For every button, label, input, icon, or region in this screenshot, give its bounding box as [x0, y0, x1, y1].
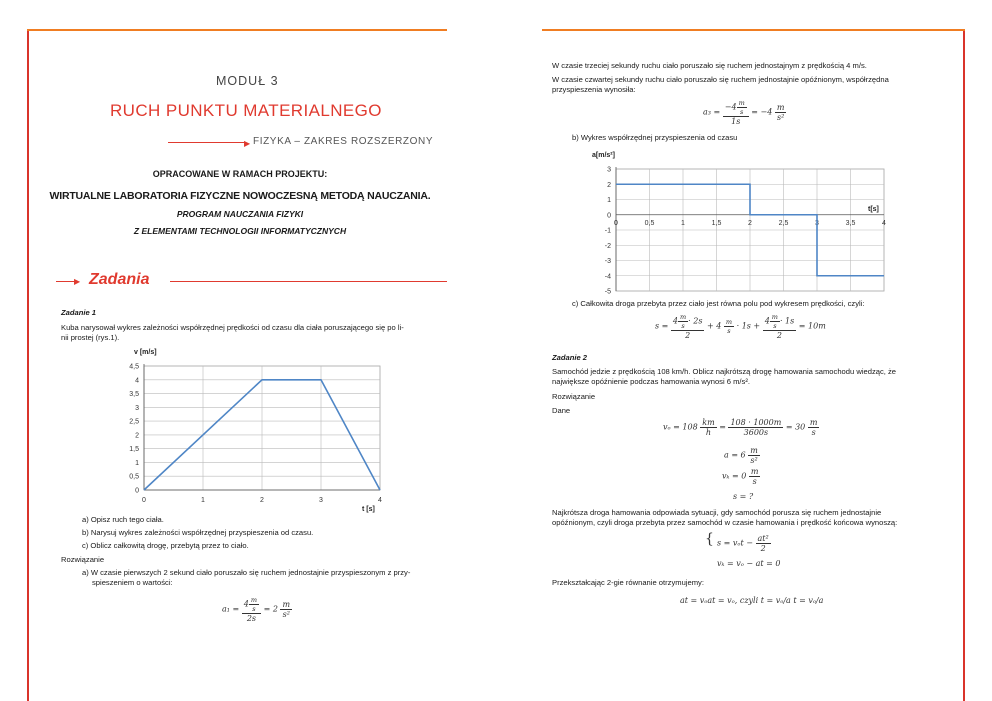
x-tick-label: 1,5: [711, 219, 722, 227]
question-b: b) Narysuj wykres zależności współrzędnej przyspieszenia od czasu.: [82, 528, 314, 537]
task1-text-line1: Kuba narysował wykres zależności współrzędnej prędkości od czasu dla ciała poruszającego się po li-: [61, 323, 404, 332]
y-tick-label: -3: [604, 258, 611, 265]
formula-a3-den: 1s: [731, 117, 741, 126]
y-tick-label: 4: [135, 377, 139, 385]
formula-a1-rhs: = 2: [263, 604, 278, 614]
section-rule-left: [56, 281, 76, 282]
formula-a3-rhs: = −4: [751, 107, 773, 117]
formula-s-t3u: m: [771, 313, 778, 321]
final-formula: at = vₒat = vₒ, czyli t = vₒ/a t = vₒ/a: [680, 596, 824, 605]
given-label: Dane: [552, 406, 571, 415]
part-b-label: b) Wykres współrzędnej przyspieszenia od czasu: [572, 133, 738, 142]
project-name: WIRTUALNE LABORATORIA FIZYCZNE NOWOCZESNĄ METODĄ NAUCZANIA.: [49, 190, 431, 202]
y-tick-label: 2: [607, 181, 611, 189]
y-tick-label: -4: [604, 273, 611, 281]
section-title: Zadania: [89, 271, 150, 288]
formula-a3-unit: [775, 103, 787, 122]
formula-s-t2u: m: [725, 318, 733, 326]
solution-label: Rozwiązanie: [61, 555, 105, 564]
given-v0: [663, 418, 819, 437]
arrow-icon: ▶: [244, 139, 251, 148]
x-axis-label: t [s]: [362, 506, 375, 513]
y-tick-label: 2: [135, 432, 139, 440]
question-a: a) Opisz ruch tego ciała.: [82, 515, 164, 524]
page-title: RUCH PUNKTU MATERIALNEGO: [110, 101, 382, 120]
left-page: [0, 0, 480, 701]
y-tick-label: 3: [607, 166, 611, 174]
right-top-line: [542, 29, 965, 31]
y-tick-label: 0: [135, 487, 139, 495]
given-v0-ud: s: [811, 428, 816, 437]
y-tick-label: 1,5: [129, 446, 139, 454]
answer-a-line1: a) W czasie pierwszych 2 sekund ciało poruszało się ruchem jednostajnie przyspieszonym z przy-: [82, 568, 411, 577]
formula-s-t1d: s: [681, 322, 685, 330]
formula-s-t3n: 4: [764, 316, 770, 326]
y-axis-label: a[m/s²]: [592, 152, 615, 159]
velocity-chart: [108, 344, 398, 516]
acceleration-chart: [574, 145, 896, 297]
text-line3: przyspieszenia wynosiła:: [552, 85, 636, 94]
given-vk-un: m: [750, 467, 759, 476]
task1-title: Zadanie 1: [61, 308, 97, 317]
left-top-line: [27, 29, 447, 31]
formula-s-t1u: m: [680, 313, 687, 321]
task2-solution-label: Rozwiązanie: [552, 392, 596, 401]
y-tick-label: 2,5: [129, 418, 139, 426]
given-v0-frac2: [728, 418, 783, 437]
y-tick-label: 0,5: [129, 473, 139, 481]
formula-s-t3den: 2: [776, 331, 782, 340]
y-tick-label: 1: [135, 459, 139, 467]
formula-s-term1: [671, 313, 705, 340]
x-tick-label: 1: [201, 497, 205, 504]
formula-s-t3d: s: [773, 322, 777, 330]
given-v0-un: m: [809, 418, 818, 427]
formula-s-t1x: · 2s: [688, 316, 703, 326]
formula-s-t3x: · 1s: [779, 316, 795, 326]
x-tick-label: 3: [319, 497, 323, 504]
program-line2: Z ELEMENTAMI TECHNOLOGII INFORMATYCZNYCH: [133, 226, 347, 236]
task2-title: Zadanie 2: [552, 353, 588, 362]
module-label: MODUŁ 3: [216, 74, 279, 88]
system-eq1-n: at²: [757, 534, 769, 543]
y-tick-label: 1: [607, 197, 611, 204]
formula-a1-num-unit-n: m: [250, 596, 258, 604]
section-rule-right: [170, 281, 447, 282]
given-v0-rhs: = 30: [785, 422, 806, 432]
formula-a1-den: 2s: [246, 614, 257, 623]
given-v0-bd: 3600s: [743, 428, 769, 437]
formula-a1: [222, 596, 292, 623]
y-tick-label: 4,5: [129, 363, 139, 371]
x-tick-label: 2: [748, 219, 752, 227]
given-a: [724, 446, 760, 465]
x-tick-label: 2,5: [778, 219, 789, 227]
formula-s-t1n: 4: [672, 316, 678, 326]
given-a-ud: s²: [750, 456, 758, 465]
formula-s-lhs: s =: [655, 321, 669, 331]
formula-a3-fraction: [723, 99, 749, 126]
x-tick-label: 0: [614, 219, 618, 227]
y-tick-label: 0: [607, 212, 611, 220]
x-tick-label: 4: [378, 497, 382, 504]
formula-a3-num: −4: [724, 102, 737, 112]
given-v0-unit: [808, 418, 820, 437]
given-a-lhs: a = 6: [724, 450, 746, 460]
formula-s-term2-unit: [724, 318, 734, 335]
task2-text-line1: Samochód jedzie z prędkością 108 km/h. Oblicz najkrótszą drogę hamowania samochodu wiedząc, że: [552, 367, 897, 376]
given-s: s = ?: [733, 492, 754, 501]
formula-a1-lhs: a₁ =: [222, 604, 240, 614]
system-eq2: vₖ = vₒ − at = 0: [717, 559, 781, 568]
x-tick-label: 0: [142, 497, 146, 504]
text-line1: W czasie trzeciej sekundy ruchu ciało poruszało się ruchem jednostajnym z prędkością 4 m/s.: [552, 61, 867, 70]
given-v0-eq: =: [719, 422, 726, 432]
formula-s-rhs: = 10m: [798, 321, 826, 331]
given-vk: [722, 467, 760, 486]
given-v0-frac1: [700, 418, 716, 437]
y-tick-label: -2: [604, 242, 611, 250]
answer-a-line2: spieszeniem o wartości:: [92, 578, 173, 587]
task2-text-line2: największe opóźnienie podczas hamowania wynosi 6 m/s².: [552, 377, 750, 386]
formula-a3: [703, 99, 786, 126]
left-border-line: [27, 30, 29, 701]
x-tick-label: 3,5: [845, 219, 856, 227]
y-tick-label: -5: [604, 288, 611, 296]
formula-a1-unit-n: m: [282, 600, 291, 609]
text-line2: W czasie czwartej sekundy ruchu ciało poruszało się ruchem jednostajnie opóźnionym, współrzędna: [552, 75, 889, 84]
question-c: c) Oblicz całkowitą drogę, przebytą przez to ciało.: [82, 541, 249, 550]
formula-s-term3: [763, 313, 797, 340]
arrow-icon: ▶: [74, 277, 81, 286]
given-a-un: m: [750, 446, 758, 455]
x-tick-label: 3: [815, 219, 819, 227]
task1-text-line2: nii prostej (rys.1).: [61, 333, 120, 342]
formula-a3-unit-d: s²: [777, 113, 785, 122]
system-eq1: [717, 534, 771, 553]
x-axis-label: t[s]: [868, 206, 879, 213]
subtitle-rule: [168, 142, 246, 143]
formula-a3-num-unit-n: m: [738, 99, 745, 107]
paragraph-line2: opóźnionym, czyli droga przebyta przez samochód w czasie hamowania i prędkość końcowa wynoszą:: [552, 518, 898, 527]
formula-a1-fraction: [242, 596, 261, 623]
transform-label: Przekształcając 2-gie równanie otrzymujemy:: [552, 578, 704, 587]
y-axis-label: v [m/s]: [134, 349, 157, 356]
given-vk-lhs: vₖ = 0: [722, 471, 747, 481]
right-page: [520, 0, 992, 701]
given-v0-fn: km: [702, 418, 715, 427]
y-tick-label: -1: [604, 227, 611, 235]
formula-a1-num-unit-d: s: [252, 605, 256, 613]
system-eq1-frac: [756, 534, 771, 553]
formula-s: [655, 313, 826, 340]
formula-s-t2x: · 1s +: [736, 321, 761, 331]
x-tick-label: 1: [681, 219, 685, 227]
formula-a1-unit: [280, 600, 292, 619]
y-tick-label: 3,5: [129, 391, 139, 399]
system-eq1-lhs: s = vₒt −: [717, 538, 753, 548]
formula-s-t1den: 2: [685, 331, 691, 340]
formula-a3-unit-n: m: [776, 103, 785, 112]
given-a-unit: [748, 446, 760, 465]
x-tick-label: 4: [882, 219, 886, 227]
formula-a3-lhs: a₃ =: [703, 107, 721, 117]
formula-s-plus1: + 4: [707, 321, 722, 331]
given-v0-fd: h: [705, 428, 712, 437]
given-vk-unit: [749, 467, 761, 486]
y-tick-label: 3: [135, 404, 139, 412]
program-line1: PROGRAM NAUCZANIA FIZYKI: [176, 209, 304, 219]
given-vk-ud: s: [752, 477, 757, 486]
x-tick-label: 2: [260, 497, 264, 504]
system-eq1-d: 2: [760, 544, 766, 553]
paragraph-line1: Najkrótsza droga hamowania odpowiada sytuacji, gdy samochód porusza się ruchem jednostajnie: [552, 508, 882, 517]
system-brace: {: [705, 531, 714, 547]
formula-a1-num: 4: [243, 599, 249, 609]
formula-a1-unit-d: s²: [282, 610, 290, 619]
page-subtitle: FIZYKA – ZAKRES ROZSZERZONY: [253, 136, 434, 147]
part-c-label: c) Całkowita droga przebyta przez ciało jest równa polu pod wykresem prędkości, czyli:: [572, 299, 865, 308]
formula-a3-num-unit-d: s: [739, 108, 744, 116]
given-v0-lhs: vₒ = 108: [663, 422, 698, 432]
given-v0-bn: 108 · 1000m: [730, 418, 782, 427]
right-border-line: [963, 30, 965, 701]
x-tick-label: 0,5: [644, 219, 655, 227]
formula-s-t2d: s: [727, 327, 731, 335]
project-header: OPRACOWANE W RAMACH PROJEKTU:: [152, 169, 328, 179]
